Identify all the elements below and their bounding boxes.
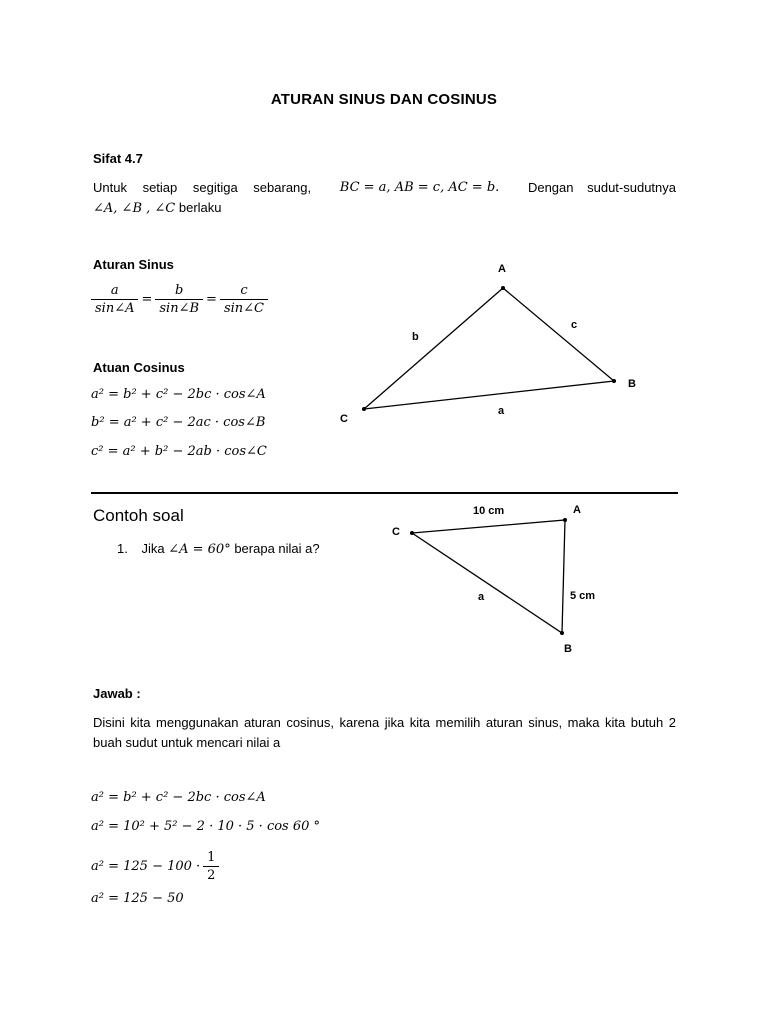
- equals-sign: =: [141, 292, 153, 307]
- diagram2-side-ca: 10 cm: [473, 505, 505, 517]
- diagram2-side-a: a: [478, 591, 485, 603]
- diagram2-vertex-c: C: [392, 526, 400, 538]
- solution-step-1: a² = b² + c² − 2bc · cos∠A: [91, 790, 266, 805]
- fraction-c-den: sin∠C: [220, 299, 268, 316]
- eq1-rhs: = b² + c² − 2bc · cos∠A: [108, 387, 266, 402]
- solution-step-2: a² = 10² + 5² − 2 · 10 · 5 · cos 60 °: [91, 819, 321, 834]
- step3-fraction-den: 2: [203, 866, 219, 883]
- diagram1-vertex-b: B: [628, 378, 636, 390]
- example-vertex-a-point: [563, 518, 567, 522]
- cosinus-label: Atuan Cosinus: [93, 360, 185, 375]
- sifat-angles-math: ∠A, ∠B , ∠C: [93, 201, 176, 216]
- fraction-b-num: b: [175, 283, 184, 298]
- diagram2-side-ab: 5 cm: [570, 590, 596, 602]
- jawab-paragraph: Disini kita menggunakan aturan cosinus, karena jika kita memilih aturan sinus, maka kita butuh 2 buah sudut untuk mencari nilai a: [93, 715, 676, 750]
- diagram1-side-a: a: [498, 405, 505, 417]
- diagram1-vertex-a: A: [498, 263, 506, 275]
- contoh-heading: Contoh soal: [93, 506, 184, 525]
- page-title: ATURAN SINUS DAN COSINUS: [270, 91, 498, 108]
- step3-fraction-num: 1: [207, 850, 216, 865]
- example-vertex-b-point: [560, 631, 564, 635]
- eq3-rhs: = a² + b² − 2ab · cos∠C: [107, 444, 267, 459]
- eq2-rhs: = a² + c² − 2ac · cos∠B: [108, 415, 266, 430]
- question-post: berapa nilai a?: [234, 541, 320, 556]
- sifat-text-start: Untuk setiap segitiga sebarang,: [93, 180, 312, 195]
- sifat-text-math: BC = a, AB = c, AC = b.: [339, 180, 500, 195]
- vertex-b-point: [612, 379, 616, 383]
- solution-step-3: [91, 850, 219, 883]
- step3-fraction: [203, 850, 219, 883]
- diagram1-side-c: c: [571, 319, 578, 331]
- question-number: 1.: [117, 541, 128, 556]
- triangle-abc: [364, 288, 614, 409]
- fraction-b-den: sin∠B: [155, 299, 203, 316]
- question-pre: Jika: [141, 541, 165, 556]
- question-item-1: [117, 541, 320, 557]
- sifat-label: Sifat 4.7: [93, 151, 143, 166]
- solution-step-4: a² = 125 − 50: [91, 891, 184, 906]
- vertex-c-point: [362, 407, 366, 411]
- diagram1-side-b: b: [412, 331, 419, 343]
- sifat-text-end: berlaku: [178, 200, 222, 215]
- vertex-a-point: [501, 286, 505, 290]
- fraction-a-num: a: [110, 283, 119, 298]
- eq2-lhs: b²: [91, 415, 105, 430]
- sinus-label: Aturan Sinus: [93, 257, 174, 272]
- diagram2-vertex-b: B: [564, 643, 572, 655]
- example-vertex-c-point: [410, 531, 414, 535]
- jawab-label: Jawab :: [93, 686, 141, 701]
- eq1-lhs: a²: [91, 387, 104, 402]
- fraction-c-num: c: [240, 283, 248, 298]
- step3-lhs: a² = 125 − 100 ·: [91, 859, 201, 874]
- section-divider: [91, 492, 678, 494]
- diagram1-vertex-c: C: [340, 413, 348, 425]
- sifat-text-mid: Dengan sudut-sudutnya: [527, 180, 676, 195]
- eq3-lhs: c²: [91, 444, 104, 459]
- triangle-example: [412, 520, 565, 633]
- question-math: ∠A = 60°: [168, 542, 231, 557]
- diagram2-vertex-a: A: [573, 504, 581, 516]
- equals-sign: =: [206, 292, 217, 307]
- fraction-a-den: sin∠A: [91, 299, 138, 316]
